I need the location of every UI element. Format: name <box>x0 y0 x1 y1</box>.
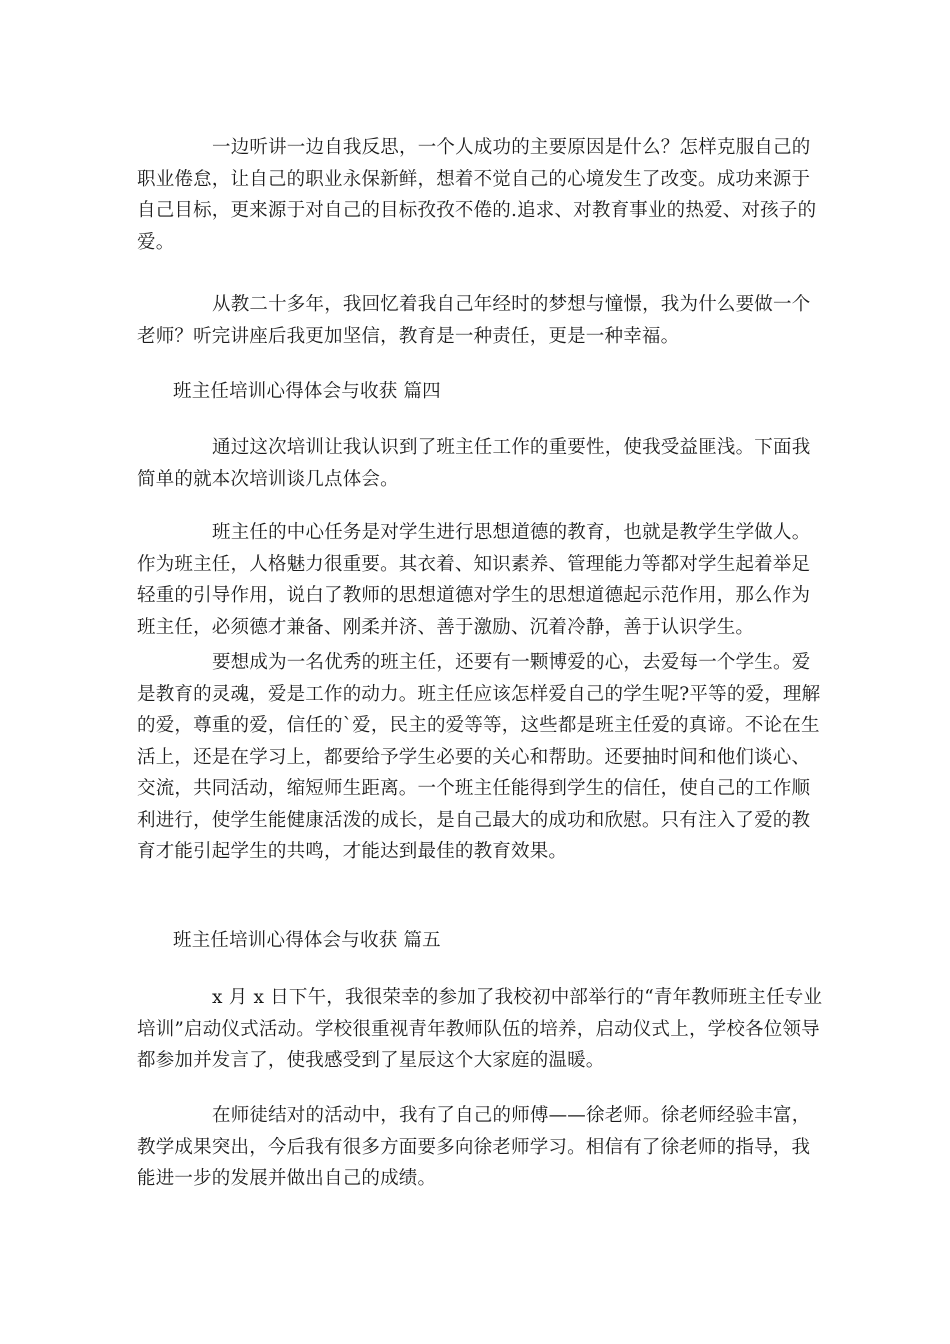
paragraph-training-launch: x 月 x 日下午，我很荣幸的参加了我校初中部举行的“青年教师班主任专业培训”启动仪式活动。学校很重视青年教师队伍的培养，启动仪式上，学校各位领导都参加并发言了，使我感受到了星辰这个大家庭的温暖。 <box>137 987 823 1071</box>
section-heading-part-five: 班主任培训心得体会与收获 篇五 <box>173 930 441 951</box>
paragraph-training-importance: 通过这次培训让我认识到了班主任工作的重要性，使我受益匪浅。下面我简单的就本次培训谈几点体会。 <box>137 437 811 490</box>
paragraph-reflection: 一边听讲一边自我反思，一个人成功的主要原因是什么？怎样克服自己的职业倦怠，让自己的职业永保新鲜，想着不觉自己的心境发生了改变。成功来源于自己目标，更来源于对自己的目标孜孜不倦的.追求、对教育事业的热爱、对孩子的爱。 <box>137 137 817 253</box>
section-heading-part-four: 班主任培训心得体会与收获 篇四 <box>173 381 441 402</box>
paragraph-central-task: 班主任的中心任务是对学生进行思想道德的教育，也就是教学生学做人。作为班主任，人格魅力很重要。其衣着、知识素养、管理能力等都对学生起着举足轻重的引导作用，说白了教师的思想道德对学生的思想道德起示范作用，那么作为班主任，必须德才兼备、刚柔并济、善于激励、沉着冷静，善于认识学生。 <box>137 522 811 638</box>
paragraph-love-students: 要想成为一名优秀的班主任，还要有一颗博爱的心，去爱每一个学生。爱是教育的灵魂，爱是工作的动力。班主任应该怎样爱自己的学生呢?平等的爱，理解的爱，尊重的爱，信任的`爱，民主的爱等等，这些都是班主任爱的真谛。不论在生活上，还是在学习上，都要给予学生必要的关心和帮助。还要抽时间和他们谈心、交流，共同活动，缩短师生距离。一个班主任能得到学生的信任，使自己的工作顺利进行，使学生能健康活泼的成长，是自己最大的成功和欣慰。只有注入了爱的教育才能引起学生的共鸣，才能达到最佳的教育效果。 <box>137 652 821 862</box>
paragraph-teaching-years: 从教二十多年，我回忆着我自己年经时的梦想与憧憬，我为什么要做一个老师？听完讲座后我更加坚信，教育是一种责任，更是一种幸福。 <box>137 294 811 347</box>
paragraph-mentor: 在师徒结对的活动中，我有了自己的师傅——徐老师。徐老师经验丰富，教学成果突出，今后我有很多方面要多向徐老师学习。相信有了徐老师的指导，我能进一步的发展并做出自己的成绩。 <box>137 1105 811 1189</box>
